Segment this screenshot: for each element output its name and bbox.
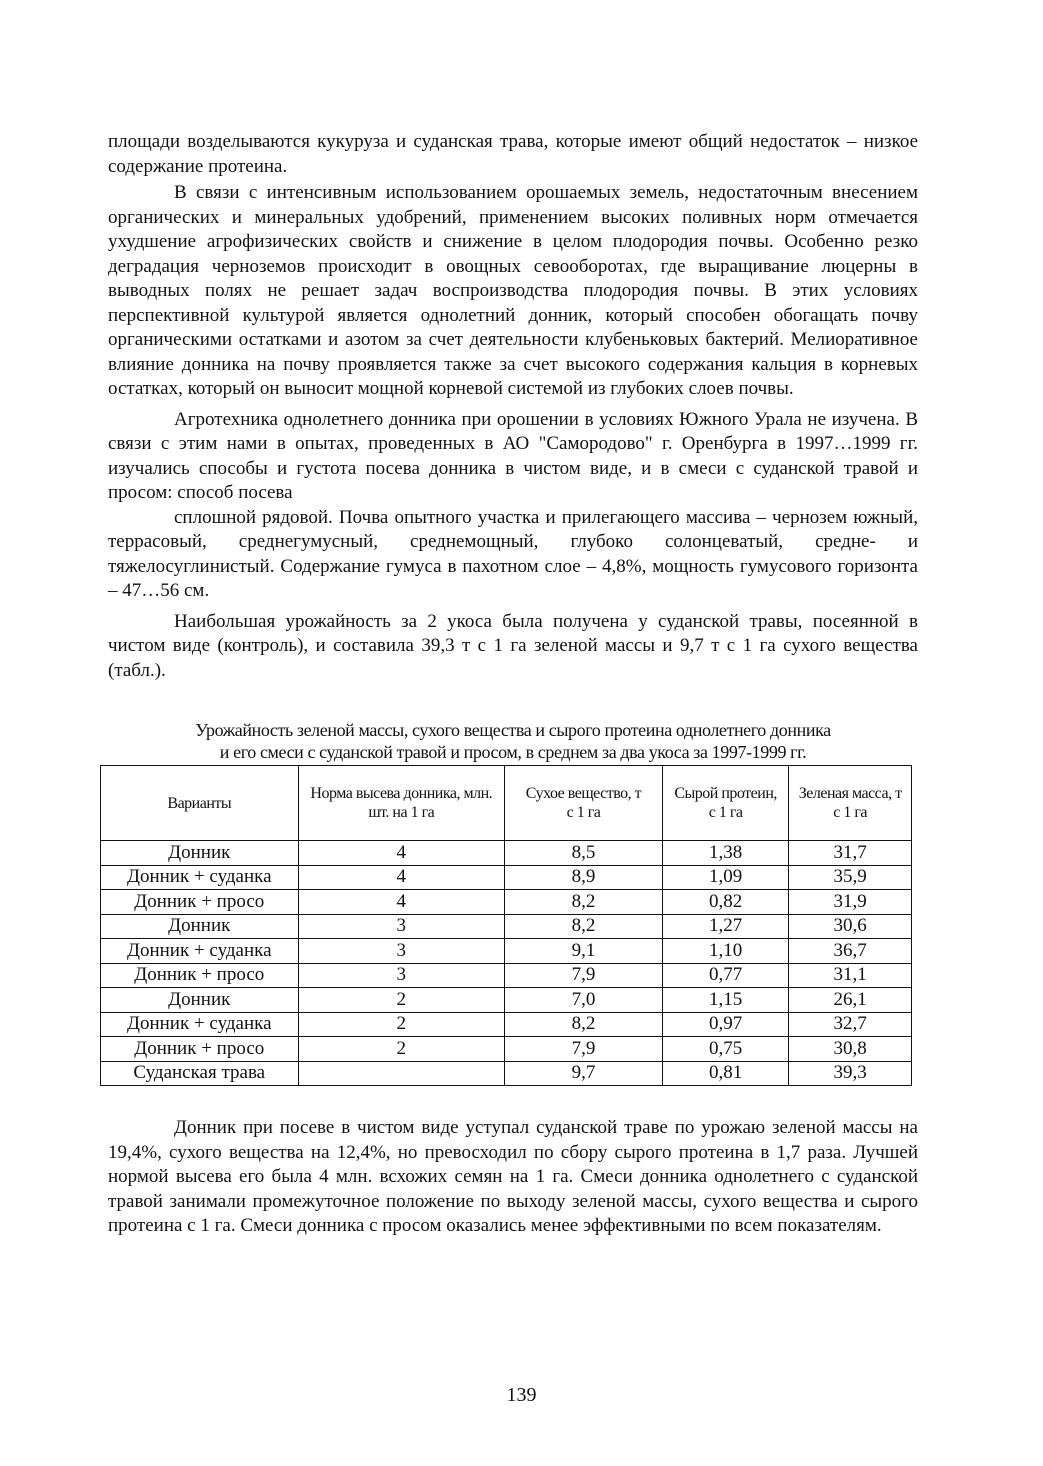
cell-crude-protein: 1,15 <box>662 988 788 1013</box>
cell-variant: Донник <box>101 988 299 1013</box>
cell-variant: Суданская трава <box>101 1061 299 1086</box>
paragraph-4: сплошной рядовой. Почва опытного участка и прилегающего массива – чернозем южный, террасовый, среднегумусный, среднемощный, глубоко солонцеватый, средне- и тяжелосуглинистый. Содержание гумуса в пахотном слое – 4,8%, мощность гумусового горизонта – 47…56 см. <box>108 506 918 601</box>
page-number: 139 <box>506 1384 537 1406</box>
header-seeding-rate: Норма высева донника, млн. шт. на 1 га <box>298 766 505 841</box>
cell-crude-protein: 0,77 <box>662 963 788 988</box>
paragraph-1: площади возделываются кукуруза и суданская трава, которые имеют общий недостаток – низкое содержание протеина. <box>108 131 918 177</box>
cell-crude-protein: 0,81 <box>662 1061 788 1086</box>
header-crude-protein: Сырой протеин, с 1 га <box>662 766 788 841</box>
table-row <box>101 890 912 915</box>
table-caption <box>108 719 918 763</box>
cell-dry-matter: 8,9 <box>505 865 663 890</box>
cell-dry-matter: 8,2 <box>505 1012 663 1037</box>
cell-green-mass: 31,9 <box>789 890 912 915</box>
page-body <box>108 130 918 1239</box>
cell-crude-protein: 1,38 <box>662 841 788 866</box>
cell-green-mass: 36,7 <box>789 939 912 964</box>
table-caption-line-1: Урожайность зеленой массы, сухого вещества и сырого протеина однолетнего донника <box>195 720 831 740</box>
cell-crude-protein: 0,97 <box>662 1012 788 1037</box>
table-row <box>101 1061 912 1086</box>
table-row <box>101 988 912 1013</box>
cell-green-mass: 31,1 <box>789 963 912 988</box>
header-dry-matter: Сухое вещество, т с 1 га <box>505 766 663 841</box>
cell-dry-matter: 7,0 <box>505 988 663 1013</box>
table-header-row <box>101 766 912 841</box>
cell-variant: Донник + суданка <box>101 1012 299 1037</box>
table-row <box>101 963 912 988</box>
table-row <box>101 841 912 866</box>
table-row <box>101 1012 912 1037</box>
cell-dry-matter: 7,9 <box>505 963 663 988</box>
cell-seeding-rate <box>298 1061 505 1086</box>
cell-variant: Донник + суданка <box>101 865 299 890</box>
cell-crude-protein: 1,10 <box>662 939 788 964</box>
paragraph-3: Агротехника однолетнего донника при орошении в условиях Южного Урала не изучена. В связи с этим нами в опытах, проведенных в АО "Самородово" г. Оренбурга в 1997…1999 гг. изучались способы и густота посева донника в чистом виде, и в смеси с суданской травой и просом: способ посева <box>108 408 918 503</box>
header-variants: Варианты <box>101 766 299 841</box>
cell-seeding-rate: 4 <box>298 841 505 866</box>
cell-green-mass: 31,7 <box>789 841 912 866</box>
cell-variant: Донник + просо <box>101 1037 299 1062</box>
cell-crude-protein: 1,27 <box>662 914 788 939</box>
paragraph-2: В связи с интенсивным использованием орошаемых земель, недостаточным внесением органических и минеральных удобрений, применением высоких поливных норм отмечается ухудшение агрофизических свойств и снижение в целом плодородия почвы. Особенно резко деградация черноземов происходит в овощных севооборотах, где выращивание люцерны в выводных полях не решает задач воспроизводства плодородия почвы. В этих условиях перспективной культурой является однолетний донник, который способен обогащать почву органическими остатками и азотом за счет деятельности клубеньковых бактерий. Мелиоративное влияние донника на почву проявляется также за счет высокого содержания кальция в корневых остатках, который он выносит мощной корневой системой из глубоких слоев почвы. <box>108 182 918 399</box>
cell-green-mass: 30,6 <box>789 914 912 939</box>
cell-seeding-rate: 4 <box>298 865 505 890</box>
table-caption-line-2: и его смеси с суданской травой и просом, в среднем за два укоса за 1997-1999 гг. <box>219 742 807 762</box>
yield-table <box>100 765 912 1086</box>
cell-seeding-rate: 2 <box>298 988 505 1013</box>
cell-seeding-rate: 3 <box>298 939 505 964</box>
table-row <box>101 865 912 890</box>
cell-variant: Донник + просо <box>101 890 299 915</box>
cell-crude-protein: 0,82 <box>662 890 788 915</box>
cell-dry-matter: 9,1 <box>505 939 663 964</box>
cell-crude-protein: 0,75 <box>662 1037 788 1062</box>
paragraph-5: Наибольшая урожайность за 2 укоса была получена у суданской травы, посеянной в чистом виде (контроль), и составила 39,3 т с 1 га зеленой массы и 9,7 т с 1 га сухого вещества (табл.). <box>108 610 918 681</box>
cell-green-mass: 30,8 <box>789 1037 912 1062</box>
cell-variant: Донник + просо <box>101 963 299 988</box>
cell-variant: Донник <box>101 841 299 866</box>
cell-crude-protein: 1,09 <box>662 865 788 890</box>
cell-dry-matter: 8,5 <box>505 841 663 866</box>
cell-green-mass: 26,1 <box>789 988 912 1013</box>
cell-seeding-rate: 4 <box>298 890 505 915</box>
cell-seeding-rate: 2 <box>298 1012 505 1037</box>
cell-dry-matter: 7,9 <box>505 1037 663 1062</box>
cell-dry-matter: 9,7 <box>505 1061 663 1086</box>
table-row <box>101 939 912 964</box>
cell-green-mass: 32,7 <box>789 1012 912 1037</box>
cell-variant: Донник + суданка <box>101 939 299 964</box>
cell-seeding-rate: 3 <box>298 914 505 939</box>
cell-dry-matter: 8,2 <box>505 890 663 915</box>
closing-paragraph: Донник при посеве в чистом виде уступал суданской траве по урожаю зеленой массы на 19,4%, сухого вещества на 12,4%, но превосходил по сбору сырого протеина в 1,7 раза. Лучшей нормой высева его была 4 млн. всхожих семян на 1 га. Смеси донника однолетнего с суданской травой занимали промежуточное положение по выходу зеленой массы, сухого вещества и сырого протеина с 1 га. Смеси донника с просом оказались менее эффективными по всем показателям. <box>108 1117 918 1236</box>
cell-green-mass: 39,3 <box>789 1061 912 1086</box>
cell-seeding-rate: 2 <box>298 1037 505 1062</box>
cell-dry-matter: 8,2 <box>505 914 663 939</box>
cell-green-mass: 35,9 <box>789 865 912 890</box>
table-row <box>101 1037 912 1062</box>
table-row <box>101 914 912 939</box>
header-green-mass: Зеленая масса, т с 1 га <box>789 766 912 841</box>
cell-seeding-rate: 3 <box>298 963 505 988</box>
cell-variant: Донник <box>101 914 299 939</box>
